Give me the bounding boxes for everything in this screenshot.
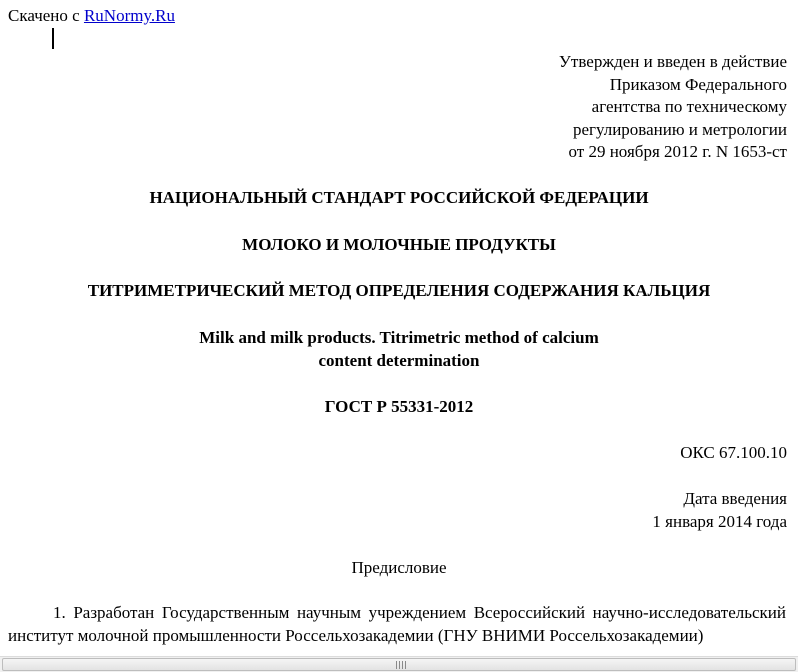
intro-date-label: Дата введения — [683, 489, 787, 508]
horizontal-scrollbar[interactable] — [0, 656, 798, 672]
text-cursor — [52, 28, 54, 49]
grip-icon — [396, 661, 406, 669]
approval-line: агентства по техническому — [591, 97, 787, 116]
download-prefix: Скачено с — [8, 6, 80, 25]
intro-date-value: 1 января 2014 года — [652, 511, 787, 531]
preface-heading: Предисловие — [351, 558, 447, 577]
preface-paragraph: 1. Разработан Государственным научным учреждением Всероссийский научно-исследовательский институт молочной промышленности Россельхозакадемии (ГНУ ВНИМИ Россельхозакадемии) — [8, 603, 786, 645]
approval-line: от 29 ноября 2012 г. N 1653-ст — [568, 142, 787, 161]
standard-title: НАЦИОНАЛЬНЫЙ СТАНДАРТ РОССИЙСКОЙ ФЕДЕРАЦИИ — [149, 188, 649, 207]
approval-line: Утвержден и введен в действие — [558, 52, 787, 71]
approval-block — [559, 51, 787, 164]
oks-code: ОКС 67.100.10 — [680, 443, 787, 462]
english-title — [0, 327, 798, 372]
gost-number: ГОСТ Р 55331-2012 — [324, 397, 474, 416]
approval-line: Приказом Федерального — [609, 74, 787, 94]
download-source-line — [8, 6, 175, 26]
subject-title: МОЛОКО И МОЛОЧНЫЕ ПРОДУКТЫ — [242, 235, 556, 254]
scrollbar-thumb[interactable] — [2, 658, 796, 671]
site-link[interactable]: RuNormy.Ru — [83, 6, 175, 25]
intro-date-block — [652, 488, 787, 533]
english-title-line: content determination — [318, 350, 480, 370]
method-title: ТИТРИМЕТРИЧЕСКИЙ МЕТОД ОПРЕДЕЛЕНИЯ СОДЕРЖАНИЯ КАЛЬЦИЯ — [87, 281, 711, 300]
english-title-line: Milk and milk products. Titrimetric method of calcium — [199, 328, 599, 347]
approval-line: регулированию и метрологии — [572, 119, 787, 139]
